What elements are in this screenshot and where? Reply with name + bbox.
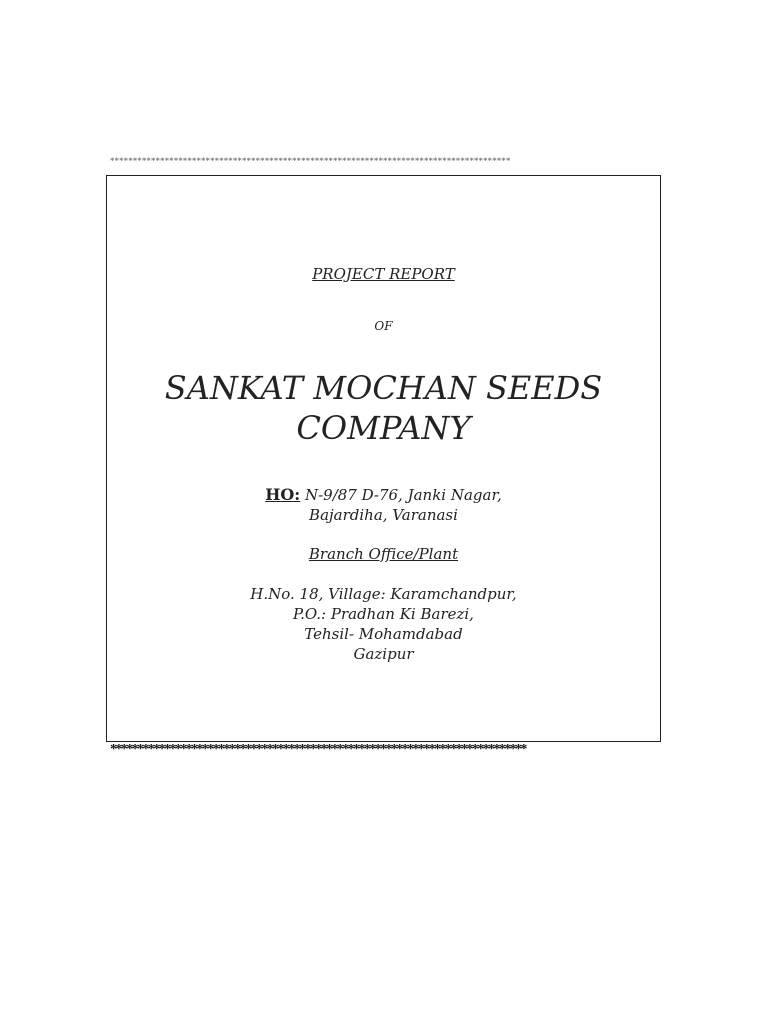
branch-address-line: P.O.: Pradhan Ki Barezi, — [293, 605, 474, 623]
branch-address-line: Tehsil- Mohamdabad — [304, 625, 463, 643]
head-office-address-line2: Bajardiha, Varanasi — [309, 506, 458, 524]
branch-heading: Branch Office/Plant — [308, 545, 459, 563]
branch-address-line: H.No. 18, Village: Karamchandpur, — [250, 585, 517, 603]
company-name — [106, 368, 661, 448]
head-office-line — [106, 485, 661, 504]
branch-address-line: Gazipur — [353, 645, 414, 663]
company-name-line2: COMPANY — [296, 409, 471, 447]
report-title: PROJECT REPORT — [312, 265, 455, 283]
head-office-label: HO: — [265, 485, 301, 504]
company-name-line1: SANKAT MOCHAN SEEDS — [164, 369, 603, 407]
head-office-address-line1: N-9/87 D-76, Janki Nagar, — [304, 486, 502, 504]
top-separator: **************************************************************************************** — [110, 157, 511, 166]
of-label: OF — [374, 319, 393, 333]
bottom-separator: ***************************************************************************** — [110, 743, 526, 757]
